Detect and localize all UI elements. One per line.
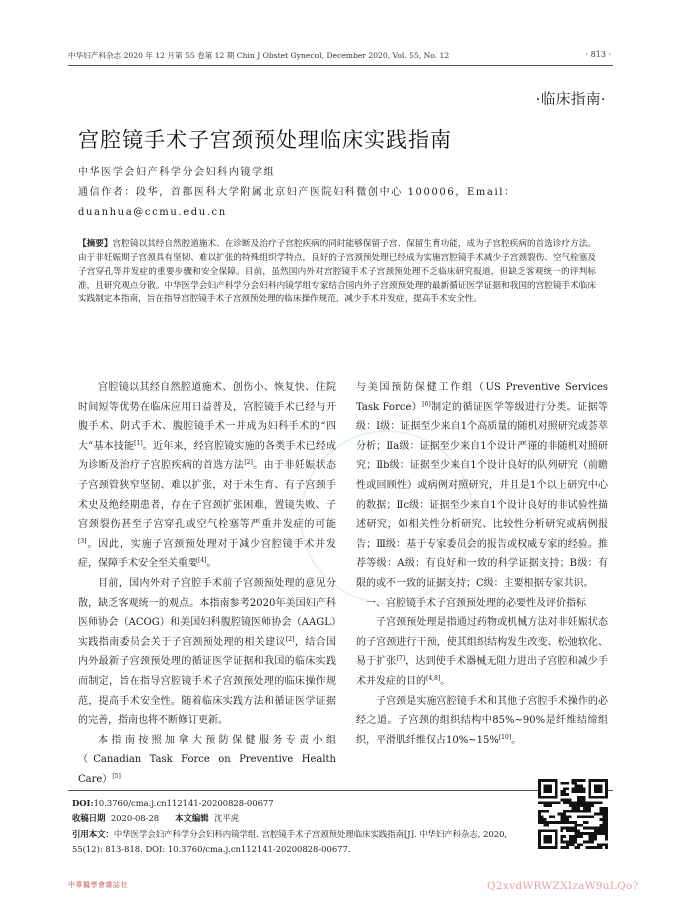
running-head: 中华妇产科杂志 2020 年 12 月第 55 卷第 12 期 Chin J Obstet Gynecol, December 2020, Vol. 55, No. 12: [68, 51, 450, 60]
section-heading: 一、宫腔镜手术子宫颈预处理的必要性及评价指标: [366, 597, 586, 609]
author-org: 中华医学会妇产科学分会妇科内镜学组: [78, 167, 276, 178]
paragraph: 子宫颈预处理是指通过药物或机械方法对非妊娠状态的子宫颈进行干预，使其组织结构发生改变、松弛软化、易于扩张[7]，达到使手术器械无阻力进出子宫腔和减少手术并发症的目的[4,8]。: [356, 617, 609, 687]
citation-ref[interactable]: [4]: [198, 557, 207, 565]
author-block: [78, 163, 598, 223]
article-title: 宫腔镜手术子宫颈预处理临床实践指南: [78, 128, 452, 152]
citation-ref[interactable]: [6]: [422, 400, 431, 408]
citation-line: 引用本文：中华医学会妇产科学分会妇科内镜学组. 宫腔镜手术子宫颈预处理临床实践指南[J]. 中华妇产科杂志, 2020, 55(12): 813-818. DOI: 10.3760/cma.j.cn112141-20200828-00677.: [72, 828, 508, 854]
corresponding-author: 通信作者：段华，首都医科大学附属北京妇产医院妇科微创中心 100006，Email：: [78, 187, 516, 198]
citation-ref[interactable]: [4,8]: [426, 674, 441, 682]
paragraph: 与美国预防保健工作组（US Preventive Services Task Force）[6]制定的循证医学等级进行分类。证据等级：Ⅰ级：证据至少来自1个高质量的随机对照研究或荟萃分析；Ⅱa级：证据至少来自1个设计严谨的非随机对照研究；Ⅱb级：证据至少来自1个设计良好的队列研究（前瞻性或回顾性）或病例对照研究，并且是1个以上研究中心的数据；Ⅱc级：证据至少来自1个设计良好的非试验性描述研究，如相关性分析研究、比较性分析研究或病例报告；Ⅲ级：基于专家委员会的报告或权威专家的经验。推荐等级：A级：有良好和一致的科学证据支持；B级：有限的或不一致的证据支持；C级：主要根据专家共识。: [356, 382, 609, 589]
paragraph: 本指南按照加拿大预防保健服务专责小组（Canadian Task Force on Preventive Health Care）[5]: [78, 734, 336, 785]
dates-line: 收稿日期 2020-08-28 本文编辑 沈平虎: [72, 813, 240, 824]
citation-ref[interactable]: [1]: [134, 439, 143, 447]
abstract-text: 宫腔镜以其经自然腔道施术、在诊断及治疗子宫腔疾病的同时能够保留子宫、保留生育功能，成为子宫腔疾病的首选诊疗方法。由于非妊娠期子宫颈具有坚韧、难以扩张的特殊组织学特点，良好的子宫颈预处理已经成为实施宫腔镜手术减少子宫颈裂伤、空气栓塞及子宫穿孔等并发症的重要步骤和安全保障。目前，虽然国内外对宫腔镜手术子宫颈预处理不乏临床研究报道，但缺乏客观统一的评判标准，且研究观点分散。中华医学会妇产科学分会妇科内镜学组专家结合国内外子宫颈预处理的最新循证医学证据和我国的宫腔镜手术临床实践制定本指南，旨在指导宫腔镜手术子宫颈预处理的临床操作规范，减少手术并发症，提高手术安全性。: [78, 239, 596, 305]
citation-ref[interactable]: [2]: [285, 635, 295, 643]
section-label: ·临床指南·: [535, 92, 606, 108]
paragraph: 目前，国内外对子宫腔手术前子宫颈预处理的意见分散，缺乏客观统一的观点。本指南参考2020年美国妇产科医师协会（ACOG）和美国妇科腹腔镜医师协会（AAGL）实践指南委员会关于子宫颈预处理的相关建议[2]，结合国内外最新子宫颈预处理的循证医学证据和我国的临床实践而制定，旨在指导宫腔镜手术子宫颈预处理的临床操作规范，提高手术安全性。随着临床实践方法和循证医学证据的完善，指南也将不断修订更新。: [78, 577, 337, 727]
citation-ref[interactable]: [2]: [244, 459, 253, 467]
doi-link[interactable]: 10.3760/cma.j.cn112141-20200828-00677: [93, 798, 274, 808]
qr-code[interactable]: [538, 779, 608, 849]
citation-ref[interactable]: [10]: [498, 733, 512, 741]
body-column-left: [78, 378, 336, 789]
paragraph: 宫腔镜以其经自然腔道施术、创伤小、恢复快、住院时间短等优势在临床应用日益普及，宫腔镜手术已经与开腹手术、阴式手术、腹腔镜手术一并成为妇科手术的“四大”基本技能[1]。近年来，经宫腔镜实施的各类手术已经成为诊断及治疗子宫腔疾病的首选方法[2]。由于非妊娠状态子宫颈管狭窄坚韧、难以扩张，对于未生育、有子宫颈手术史及绝经期患者，存在子宫颈扩张困难，置镜失败、子宫颈裂伤甚至子宫穿孔或空气栓塞等严重并发症的可能[3]。因此，实施子宫颈预处理对于减少宫腔镜手术并发症，保障手术安全至关重要[4]。: [78, 382, 337, 570]
doi-line: DOI:10.3760/cma.j.cn112141-20200828-00677: [72, 798, 274, 808]
page-number: · 813 ·: [585, 50, 611, 59]
footer-rule: [68, 790, 613, 791]
citation-ref[interactable]: [7]: [396, 655, 406, 663]
watermark-code: Q2xvdWRWZXIzaW9uLQo?: [487, 880, 639, 892]
paragraph: 子宫颈是实施宫腔镜手术和其他子宫腔手术操作的必经之道。子宫颈的组织结构中85%~90%是纤维结缔组织，平滑肌纤维仅占10%~15%[10]。: [356, 695, 608, 746]
header-rule: [68, 65, 613, 66]
citation-ref[interactable]: [3]: [78, 537, 87, 545]
body-column-right: [356, 378, 608, 750]
publisher-logo: 中華醫學會雜誌社: [68, 881, 128, 889]
corresponding-email[interactable]: duanhua@ccmu.edu.cn: [78, 207, 227, 218]
citation-ref[interactable]: [5]: [112, 772, 121, 780]
article-meta: [72, 796, 532, 857]
abstract: [78, 238, 596, 307]
abstract-label: 【摘要】: [78, 239, 113, 249]
